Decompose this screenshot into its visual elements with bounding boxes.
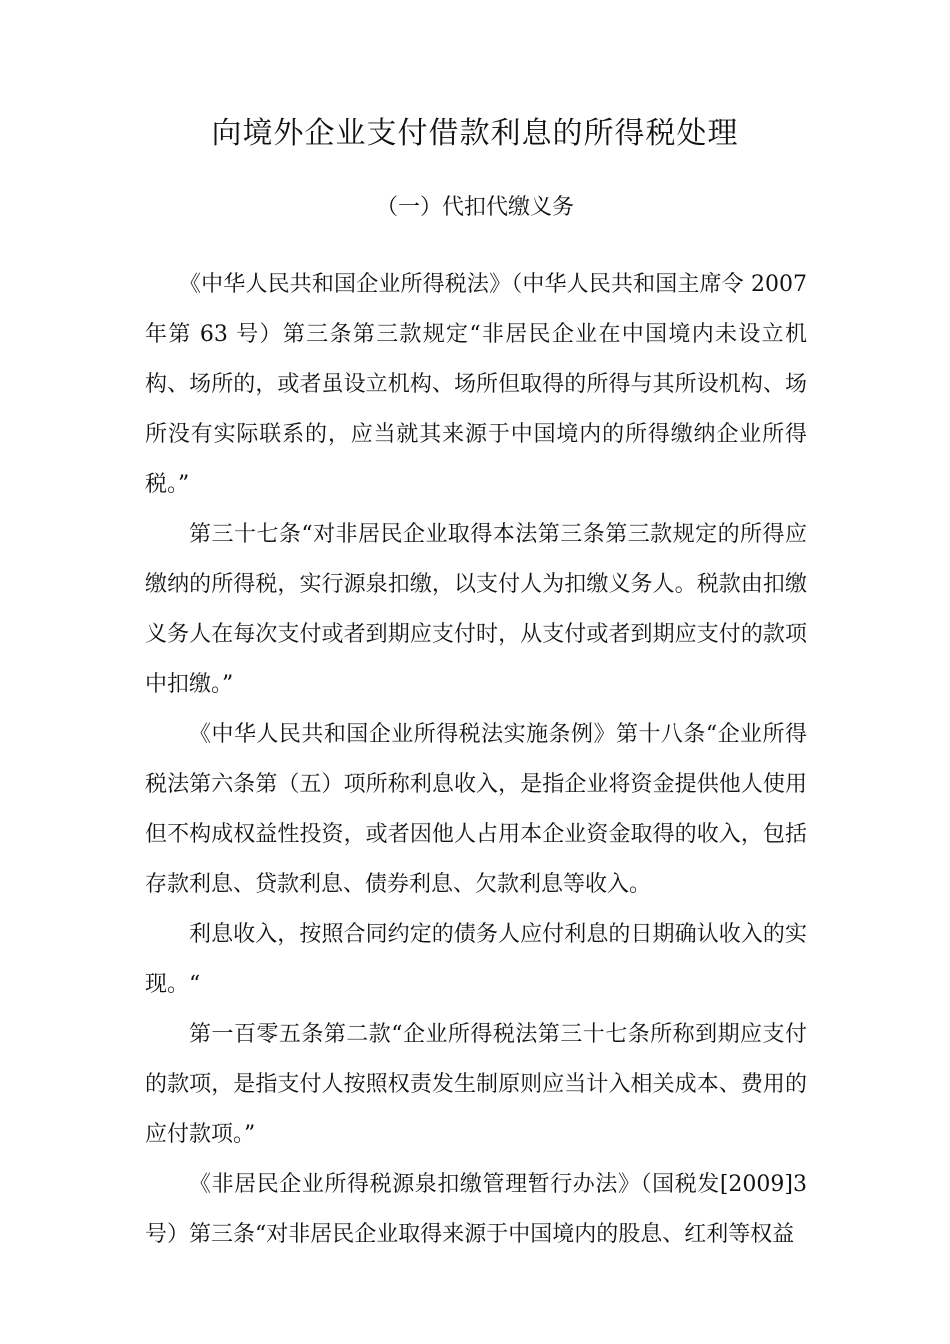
section-heading: （一）代扣代缴义务 [375,195,574,220]
paragraph: 第三十七条“对非居民企业取得本法第三条第三款规定的所得应缴纳的所得税，实行源泉扣缴，以支付人为扣缴义务人。税款由扣缴义务人在每次支付或者到期应支付时，从支付或者到期应支付的款项中扣缴。” [145,522,807,697]
paragraph: 利息收入，按照合同约定的债务人应付利息的日期确认收入的实现。“ [145,922,807,997]
paragraph: 第一百零五条第二款“企业所得税法第三十七条所称到期应支付的款项，是指支付人按照权责发生制原则应当计入相关成本、费用的应付款项。” [145,1022,807,1147]
document-body [145,260,807,1260]
document-title: 向境外企业支付借款利息的所得税处理 [211,116,739,151]
paragraph: 《中华人民共和国企业所得税法》（中华人民共和国主席令 2007 年第 63 号）第三条第三款规定“非居民企业在中国境内未设立机构、场所的，或者虽设立机构、场所但取得的所得与其所设机构、场所没有实际联系的，应当就其来源于中国境内的所得缴纳企业所得税。” [145,272,807,497]
paragraph: 《非居民企业所得税源泉扣缴管理暂行办法》（国税发[2009]3 号）第三条“对非居民企业取得来源于中国境内的股息、红利等权益 [145,1172,807,1247]
paragraph: 《中华人民共和国企业所得税法实施条例》第十八条“企业所得税法第六条第（五）项所称利息收入，是指企业将资金提供他人使用但不构成权益性投资，或者因他人占用本企业资金取得的收入，包括存款利息、贷款利息、债券利息、欠款利息等收入。 [145,722,807,897]
